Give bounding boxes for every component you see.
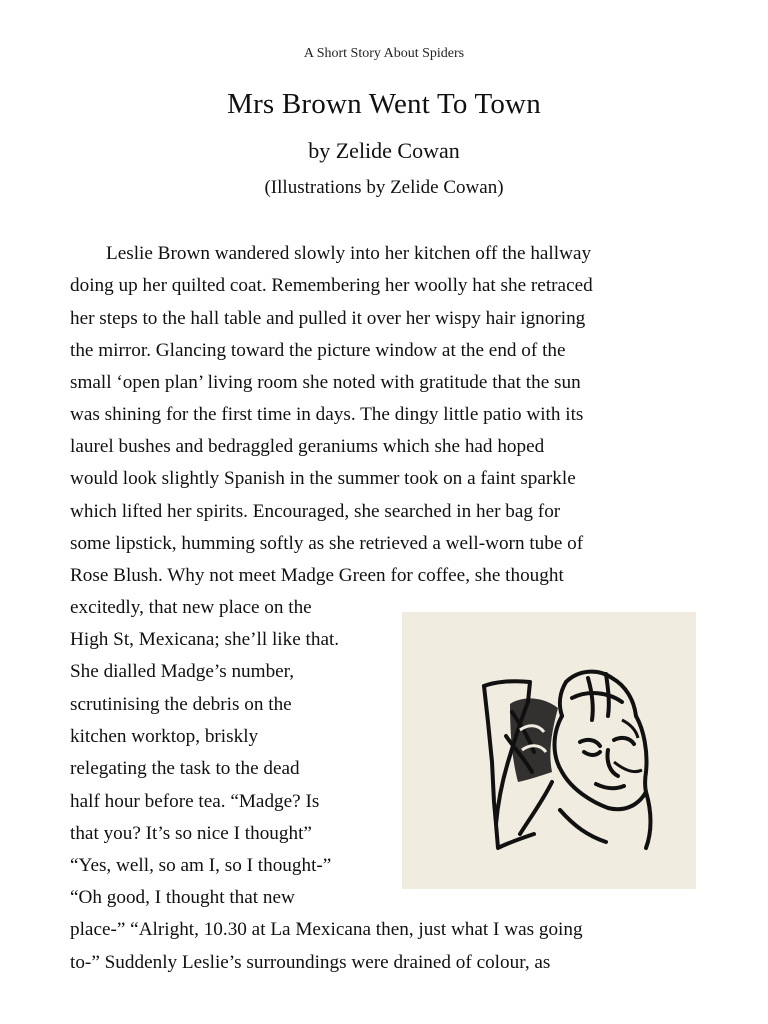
ink-sketch-illustration: [402, 612, 696, 889]
hair-shading: [510, 698, 558, 782]
body-line: that you? It’s so nice I thought”: [70, 823, 312, 844]
body-line: was shining for the first time in days. The dingy little patio with its: [70, 404, 584, 425]
story-title: Mrs Brown Went To Town: [227, 88, 541, 120]
body-line: the mirror. Glancing toward the picture window at the end of the: [70, 340, 566, 361]
body-line: to-” Suddenly Leslie’s surroundings were drained of colour, as: [70, 952, 551, 973]
body-line: which lifted her spirits. Encouraged, she searched in her bag for: [70, 501, 561, 522]
body-line: Rose Blush. Why not meet Madge Green for coffee, she thought: [70, 565, 564, 586]
body-line: She dialled Madge’s number,: [70, 661, 295, 682]
body-line: “Yes, well, so am I, so I thought-”: [70, 855, 332, 876]
body-line: excitedly, that new place on the: [70, 597, 312, 618]
body-line: High St, Mexicana; she’ll like that.: [70, 629, 340, 650]
running-head: A Short Story About Spiders: [303, 46, 465, 61]
byline: by Zelide Cowan: [308, 138, 460, 163]
body-line: laurel bushes and bedraggled geraniums which she had hoped: [70, 436, 545, 457]
body-line: half hour before tea. “Madge? Is: [70, 791, 320, 812]
illustration-credit: (Illustrations by Zelide Cowan): [264, 177, 504, 198]
body-line: some lipstick, humming softly as she retrieved a well-worn tube of: [70, 533, 584, 554]
body-line: scrutinising the debris on the: [70, 694, 292, 715]
body-line: kitchen worktop, briskly: [70, 726, 259, 747]
body-line: relegating the task to the dead: [70, 758, 300, 779]
body-line: doing up her quilted coat. Remembering her woolly hat she retraced: [70, 275, 593, 296]
body-line: Leslie Brown wandered slowly into her kitchen off the hallway: [106, 243, 592, 264]
body-line: her steps to the hall table and pulled it over her wispy hair ignoring: [70, 308, 586, 329]
body-line: small ‘open plan’ living room she noted with gratitude that the sun: [70, 372, 581, 393]
body-line: would look slightly Spanish in the summer took on a faint sparkle: [70, 468, 576, 489]
body-line: place-” “Alright, 10.30 at La Mexicana then, just what I was going: [70, 919, 583, 940]
body-line: “Oh good, I thought that new: [70, 887, 295, 908]
ink-sketch-drawing: [402, 612, 696, 889]
